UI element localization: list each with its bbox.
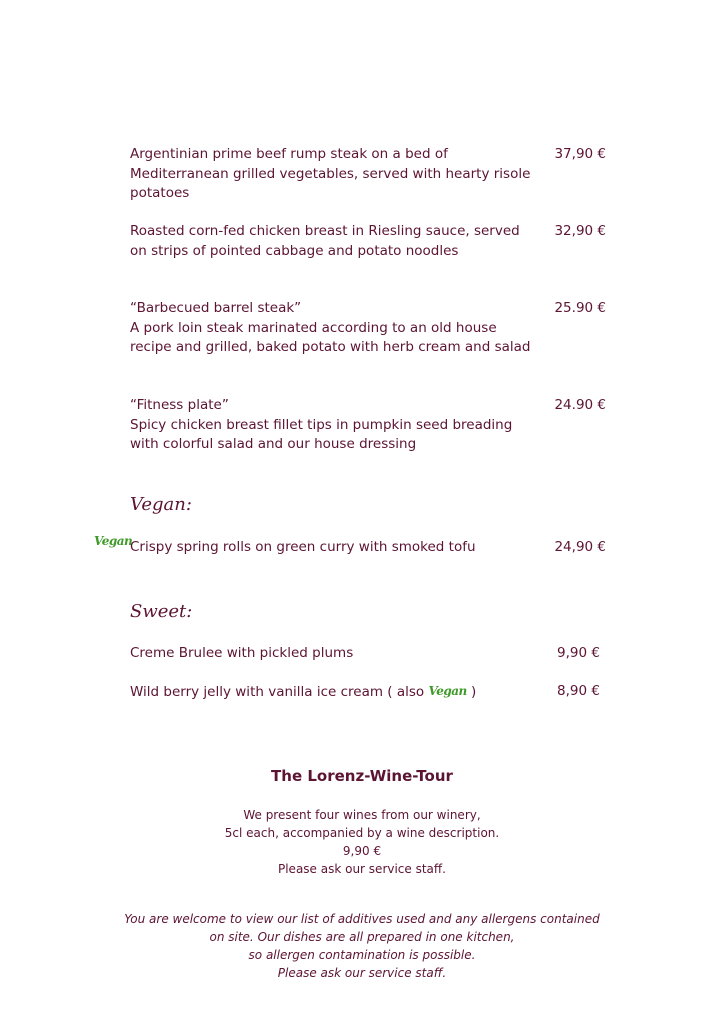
menu-item [130,299,610,358]
menu-item [130,145,610,204]
dish-price: 9,90 € [557,645,600,661]
menu-item [130,396,610,455]
dish-description: Crispy spring rolls on green curry with smoked tofu [130,539,476,555]
vegan-icon [94,534,132,548]
dish-description: Creme Brulee with pickled plums [130,645,354,661]
wine-tour-line: Please ask our service staff. [277,862,446,876]
dish-description [130,682,610,702]
wine-tour-description [0,806,724,878]
dish-description-text: ) [471,683,477,700]
section-heading-vegan: Vegan: [130,494,192,515]
wine-tour-line: We present four wines from our winery, [243,808,481,822]
dish-description: A pork loin steak marinated according to an old house recipe and grilled, baked potato with herb cream and salad [130,319,531,355]
wine-tour-line: 5cl each, accompanied by a wine description. [224,826,500,840]
menu-item [130,644,610,664]
vegan-badge-text: Vegan [94,534,133,548]
vegan-badge-text: Vegan [428,684,467,698]
dish-price: 24.90 € [554,397,606,413]
vegan-icon [428,682,466,702]
dish-price: 24,90 € [554,539,606,555]
dish-price: 8,90 € [557,683,600,699]
allergen-notice-line: You are welcome to view our list of additives used and any allergens contained [124,912,600,926]
dish-price: 37,90 € [554,146,606,162]
section-heading-sweet: Sweet: [130,601,193,622]
allergen-notice [0,910,724,982]
dish-price: 25.90 € [554,300,606,316]
dish-description: Roasted corn-fed chicken breast in Riesling sauce, served on strips of pointed cabbage and potato noodles [130,223,520,259]
dish-price: 32,90 € [554,223,606,239]
menu-item [130,682,610,702]
menu-item [130,222,610,261]
dish-description: Spicy chicken breast fillet tips in pumpkin seed breading with colorful salad and our house dressing [130,416,513,452]
menu-item [130,538,610,558]
dish-description-text: Wild berry jelly with vanilla ice cream ( also [130,683,425,700]
wine-tour-price: 9,90 € [342,844,382,858]
allergen-notice-line: Please ask our service staff. [277,966,447,980]
dish-description: Argentinian prime beef rump steak on a bed of Mediterranean grilled vegetables, served with hearty risole potatoes [130,146,531,201]
wine-tour-title: The Lorenz-Wine-Tour [271,767,453,785]
allergen-notice-line: on site. Our dishes are all prepared in one kitchen, [209,930,515,944]
dish-title: “Barbecued barrel steak” [130,300,302,316]
dish-title: “Fitness plate” [130,397,229,413]
allergen-notice-line: so allergen contamination is possible. [248,948,476,962]
